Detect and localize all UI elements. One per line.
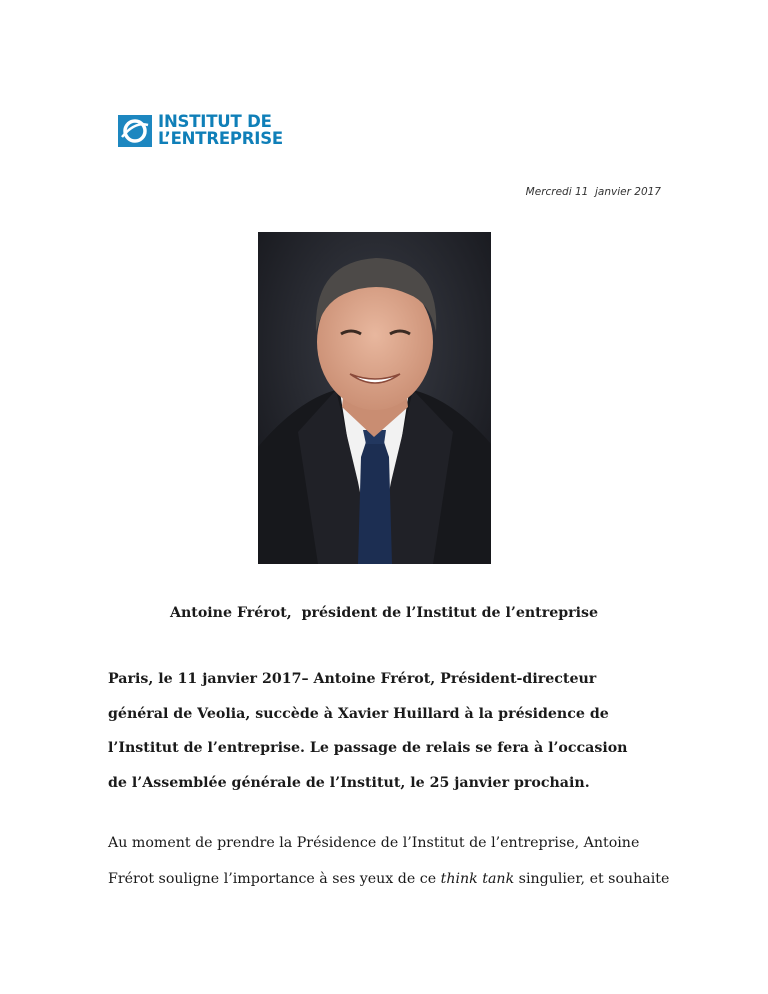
body-line-2: [108, 868, 668, 904]
logo-line-1: INSTITUT DE: [158, 112, 272, 131]
lead-line-4: de l’Assemblée générale de l’Institut, le 25 janvier prochain.: [108, 774, 590, 791]
body-line-1: Au moment de prendre la Présidence de l’Institut de l’entreprise, Antoine: [108, 835, 640, 851]
lead-line-3: l’Institut de l’entreprise. Le passage de relais se fera à l’occasion: [108, 740, 628, 756]
logo-line-2: L’ENTREPRISE: [158, 129, 283, 148]
lead-line-2: général de Veolia, succède à Xavier Huillard à la présidence de: [108, 705, 609, 722]
photo-caption: Antoine Frérot, président de l’Institut de l’entreprise: [169, 605, 599, 621]
lead-paragraph: [108, 668, 668, 806]
body-paragraph: [108, 832, 668, 903]
body-line-2-start: Frérot souligne l’importance à ses yeux de ce: [108, 870, 441, 887]
document-date: Mercredi 11 janvier 2017: [525, 186, 661, 198]
body-line-2-end: singulier, et souhaite: [514, 870, 670, 887]
institut-logo: [118, 113, 294, 151]
lead-line-1: Paris, le 11 janvier 2017– Antoine Frérot, Président-directeur: [108, 671, 597, 687]
portrait-photo: [258, 232, 491, 564]
think-tank-term: think tank: [440, 870, 515, 887]
logo-mark-icon: [118, 115, 152, 147]
